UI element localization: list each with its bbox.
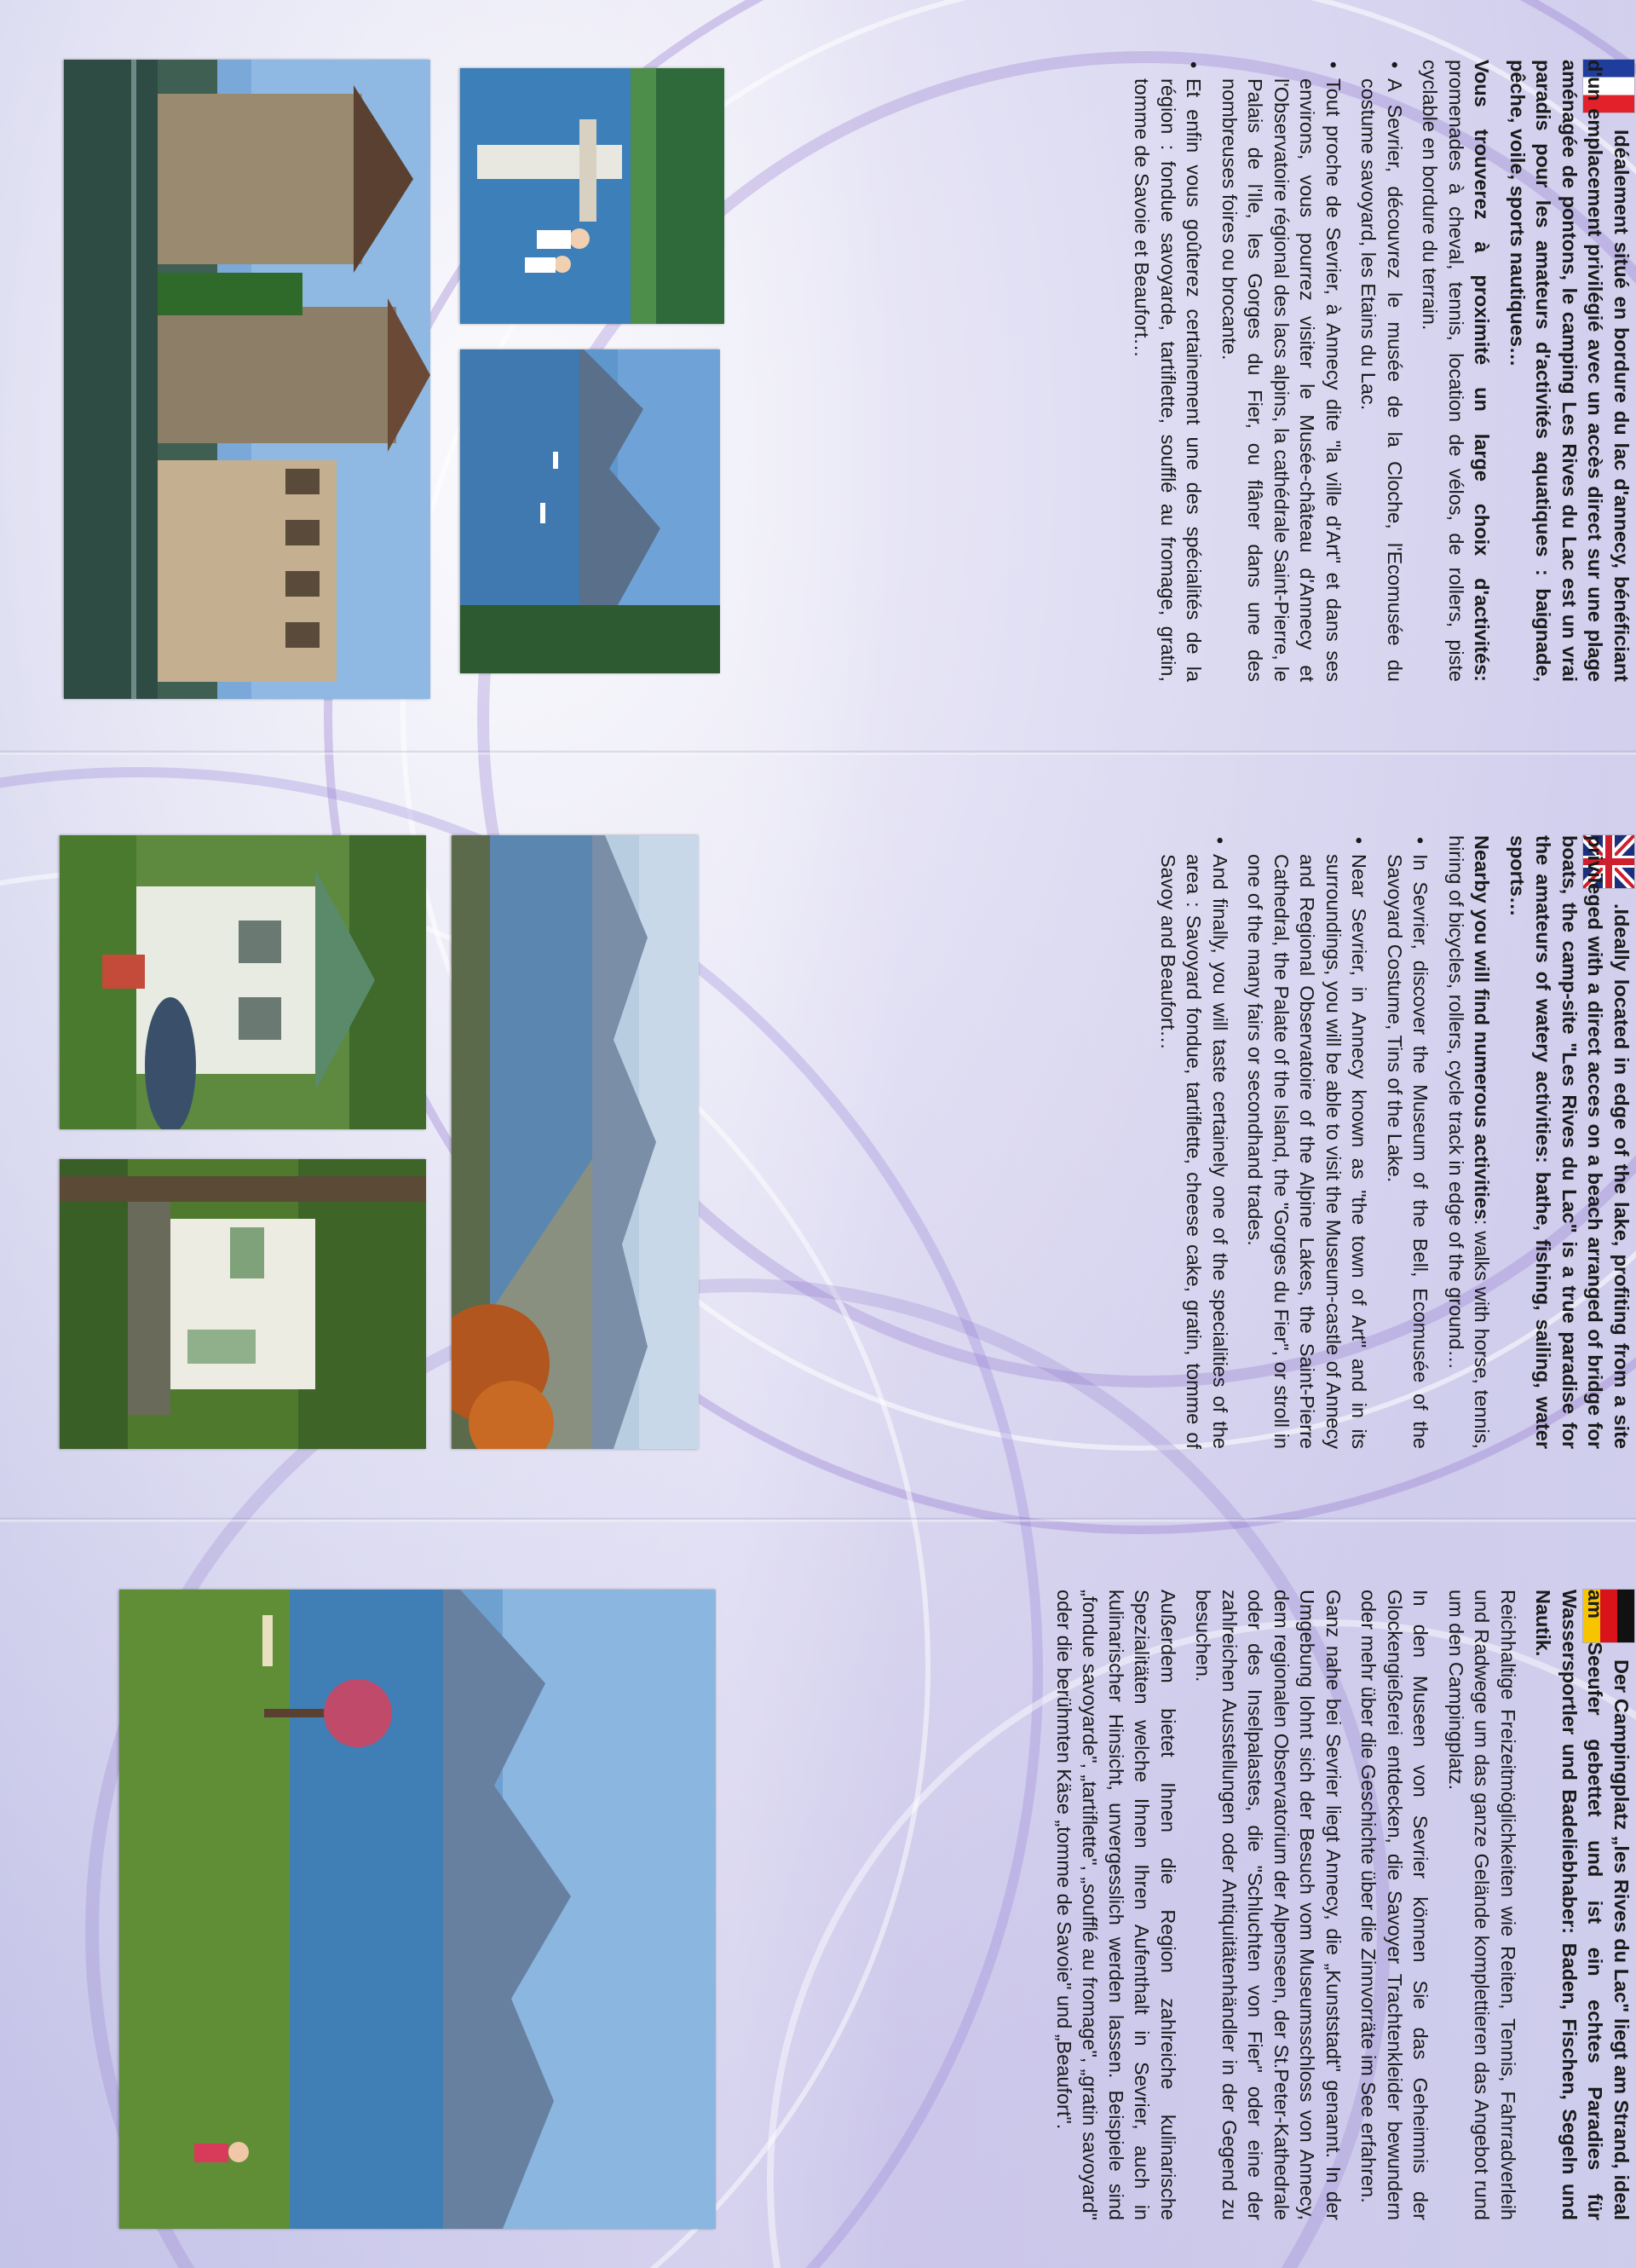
german-paragraph: Reichhaltige Freizeitmöglichkeiten wie Reiten, Tennis, Fahrradverleih und Radwege um das ganze Gelände komplettieren das Angebot rund um den Campingplatz. — [1445, 1590, 1519, 2220]
list-item: • A Sevrier, découvrez le musée de la Cloche, l'Ecomusée du costume savoyard, les Etains du Lac. — [1356, 60, 1408, 682]
photo-lake-with-boats — [460, 349, 720, 673]
photo-lakeshore-with-swimmer — [119, 1590, 716, 2229]
french-bullet-list — [1129, 60, 1408, 682]
french-activities — [1417, 60, 1495, 682]
english-activities — [1443, 835, 1495, 1449]
list-item: • Near Sevrier, in Annecy known as "the town of Art" and in its surroundings, you will be able to visit the Museum-castle of Annecy and Regional Observatoire of the Alpine Lakes, the Saint-Pierre Cathedral, the Palate of the Island, the "Gorges du Fier", or stroll in one of the many fairs or secondhand trades. — [1242, 835, 1373, 1449]
english-bullet-list — [1155, 835, 1434, 1449]
text-german — [1042, 1590, 1633, 2220]
german-intro: Der Campingplatz „les Rives du Lac" liegt am Strand, ideal am Seeufer gebettet und ist ein echtes Paradies für Wassersportler und Badeliebhaber: Baden, Fischen, Segeln und Nautik. — [1532, 1590, 1633, 2220]
photo-mobile-home-under-trees — [60, 1159, 426, 1449]
german-paragraph: Ganz nahe bei Sevrier liegt Annecy, die „Kunststadt" genannt. In der Umgebung lohnt sich der Besuch vom Museumsschloss von Annecy, dem regionalen Observatorium der Alpenseen, der St.Peter-Kathedrale oder des Inselpalastes, die "Schluchten von Fier" oder eine der zahlreichen Ausstellungen oder Antiquitätenhändler in der Gegend zu besuchen. — [1192, 1590, 1345, 2220]
list-item: • Et enfin vous goûterez certainement une des spécialités de la région : fondue savoyarde, tartiflette, soufflé au fromage, gratin, tomme de Savoie et Beaufort… — [1129, 60, 1207, 682]
text-english — [1146, 835, 1633, 1449]
panel-english — [0, 759, 1636, 1517]
list-item: • In Sevrier, discover the Museum of the Bell, Ecomusée of the Savoyard Costume, Tins of the Lake. — [1382, 835, 1434, 1449]
panel-french — [0, 0, 1636, 750]
photo-lake-panorama-autumn — [452, 835, 699, 1449]
french-intro: Idéalement situé en bordure du lac d'annecy, bénéficiant d'un emplacement privilégié avec un accès direct sur une plage aménagée de pontons, le camping Les Rives du Lac est un vrai paradis pour les amateurs d'activités aquatiques : baignade, pêche, voile, sports nautiques… — [1506, 60, 1633, 682]
german-paragraph: In den Museen von Sevrier können Sie das Geheimnis der Glockengießerei entdecken, die Savoyer Trachtenkleider bewundern oder mehr über die Geschichte über die Zinnvorräte im See erfahren. — [1357, 1590, 1432, 2220]
photo-children-on-pontoon — [460, 68, 724, 324]
french-activities-text: promenades à cheval, tennis, location de vélos, de rollers, piste cyclable en bordure du terrain. — [1419, 60, 1467, 682]
photo-annecy-old-town-canal — [64, 60, 430, 699]
list-item: • Tout proche de Sevrier, à Annecy dite "la ville d'Art" et dans ses environs, vous pourrez visiter le Musée-château d'Annecy et l'Observatoire régional des lacs alpins, la cathédrale Saint-Pierre, le Palais de l'Ile, les Gorges du Fier, ou flâner dans une des nombreuses foires ou brocante. — [1217, 60, 1347, 682]
german-paragraph: Außerdem bietet Ihnen die Region zahlreiche kulinarische Spezialitäten welche Ihnen Ihren Aufenthalt in Sevrier, auch in kulinarischer Hinsicht, unvergesslich werden lassen. Beispiele sind „fondue savoyarde", „tartiflette", „soufflé au fromage", „gratin savoyard" oder die berühmten Käse „tomme de Savoie" und „Beaufort". — [1053, 1590, 1179, 2220]
panel-german — [0, 1526, 1636, 2268]
french-activities-lead: Vous trouverez à proximité un large choix d'activités: — [1471, 60, 1494, 682]
english-activities-lead: Nearby you will find numerous activities — [1471, 835, 1494, 1220]
list-item: • And finally, you will taste certainely one of the specialities of the area : Savoyard fondue, tartiflette, cheese cake, gratin, tomme of Savoy and Beaufort… — [1155, 835, 1234, 1449]
text-french — [1120, 60, 1633, 682]
english-activities-text: : walks with horse, tennis, hiring of bicycles, rollers, cycle track in edge of the ground… — [1445, 835, 1494, 1449]
photo-chalet-with-parasol — [60, 835, 426, 1129]
english-intro: .Ideally located in edge of the lake, profiting from a site privileged with a direct acces on a beach arranged of bridge for boats, the camp-site "Les Rives du Lac" is a true paradise for the amateurs of watery activities: bathe, fishing, sailing, water sports… — [1506, 835, 1633, 1449]
